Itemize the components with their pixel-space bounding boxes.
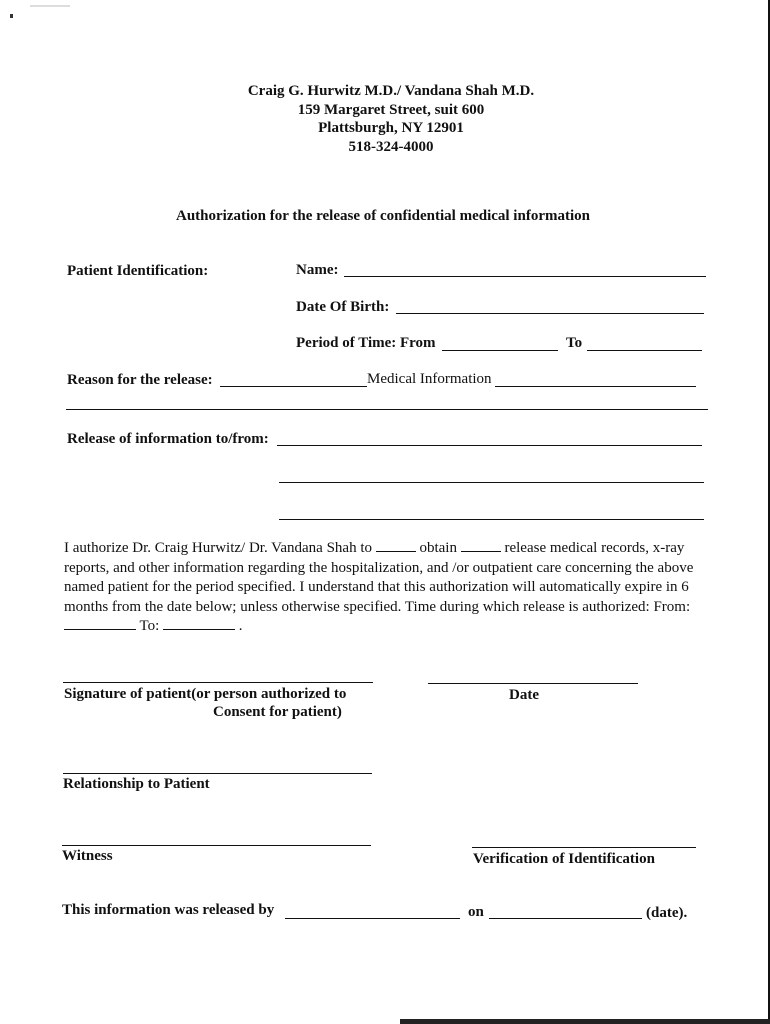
authorization-text-2: release medical records, x-ray reports, and other information regarding the hospitalization, and /or outpatient care concerning the above named patient for the period specified. I understand that this authorization will automatically expire in 6 months from the date below; unless otherwise specified. Time during which release is authorized: From: — [64, 540, 694, 615]
period-to-field[interactable] — [587, 350, 702, 351]
reason-label: Reason for the release: — [67, 372, 213, 388]
date-line[interactable] — [428, 683, 638, 684]
release-to-from-field-3[interactable] — [279, 519, 704, 520]
city-state-zip: Plattsburgh, NY 12901 — [318, 120, 464, 136]
scan-speck — [10, 14, 13, 18]
dob-field[interactable] — [396, 313, 704, 314]
authorized-to-blank[interactable] — [163, 617, 235, 630]
period-to-label: To — [566, 335, 583, 351]
phone-number: 518-324-4000 — [348, 138, 434, 155]
release-to-from-field-2[interactable] — [279, 482, 704, 483]
period-from-label: Period of Time: From — [296, 335, 436, 351]
name-label: Name: — [296, 262, 339, 278]
obtain-blank[interactable] — [376, 539, 416, 552]
date-suffix-label: (date). — [646, 905, 688, 921]
authorization-end: . — [238, 618, 243, 634]
patient-signature-line[interactable] — [63, 682, 373, 683]
authorization-text-1: I authorize Dr. Craig Hurwitz/ Dr. Vandana Shah to — [64, 540, 372, 556]
authorized-to-label: To: — [139, 618, 160, 634]
released-on-label: on — [468, 904, 484, 920]
patient-signature-label-1: Signature of patient(or person authorized to — [64, 686, 347, 702]
street-address: 159 Margaret Street, suit 600 — [297, 101, 485, 118]
witness-line[interactable] — [62, 845, 371, 846]
released-date-field[interactable] — [489, 918, 642, 919]
reason-continuation-line[interactable] — [66, 409, 708, 410]
letterhead — [0, 82, 770, 156]
dob-label: Date Of Birth: — [296, 299, 390, 315]
release-to-from-label: Release of information to/from: — [67, 431, 269, 447]
patient-identification-label: Patient Identification: — [67, 263, 209, 279]
date-label: Date — [509, 687, 539, 703]
reason-field[interactable] — [220, 386, 367, 387]
form-title: Authorization for the release of confidential medical information — [176, 208, 590, 224]
patient-signature-label-2: Consent for patient) — [213, 704, 342, 720]
physician-names: Craig G. Hurwitz M.D./ Vandana Shah M.D. — [247, 83, 535, 99]
name-field[interactable] — [344, 276, 706, 277]
release-to-from-field-1[interactable] — [277, 445, 702, 446]
scan-edge-bottom — [400, 1019, 770, 1024]
witness-label: Witness — [62, 848, 113, 864]
verification-line[interactable] — [472, 847, 696, 848]
release-blank[interactable] — [461, 539, 501, 552]
released-by-label: This information was released by — [62, 902, 275, 918]
medical-information-text: Medical Information — [367, 371, 492, 387]
medical-information-field[interactable] — [495, 386, 696, 387]
verification-label: Verification of Identification — [473, 851, 655, 867]
authorization-paragraph — [64, 539, 694, 637]
obtain-word: obtain — [419, 540, 457, 556]
relationship-label: Relationship to Patient — [63, 776, 210, 792]
scan-smudge — [30, 5, 70, 7]
period-from-field[interactable] — [442, 350, 558, 351]
authorized-from-blank[interactable] — [64, 617, 136, 630]
relationship-line[interactable] — [63, 773, 372, 774]
released-by-field[interactable] — [285, 918, 460, 919]
